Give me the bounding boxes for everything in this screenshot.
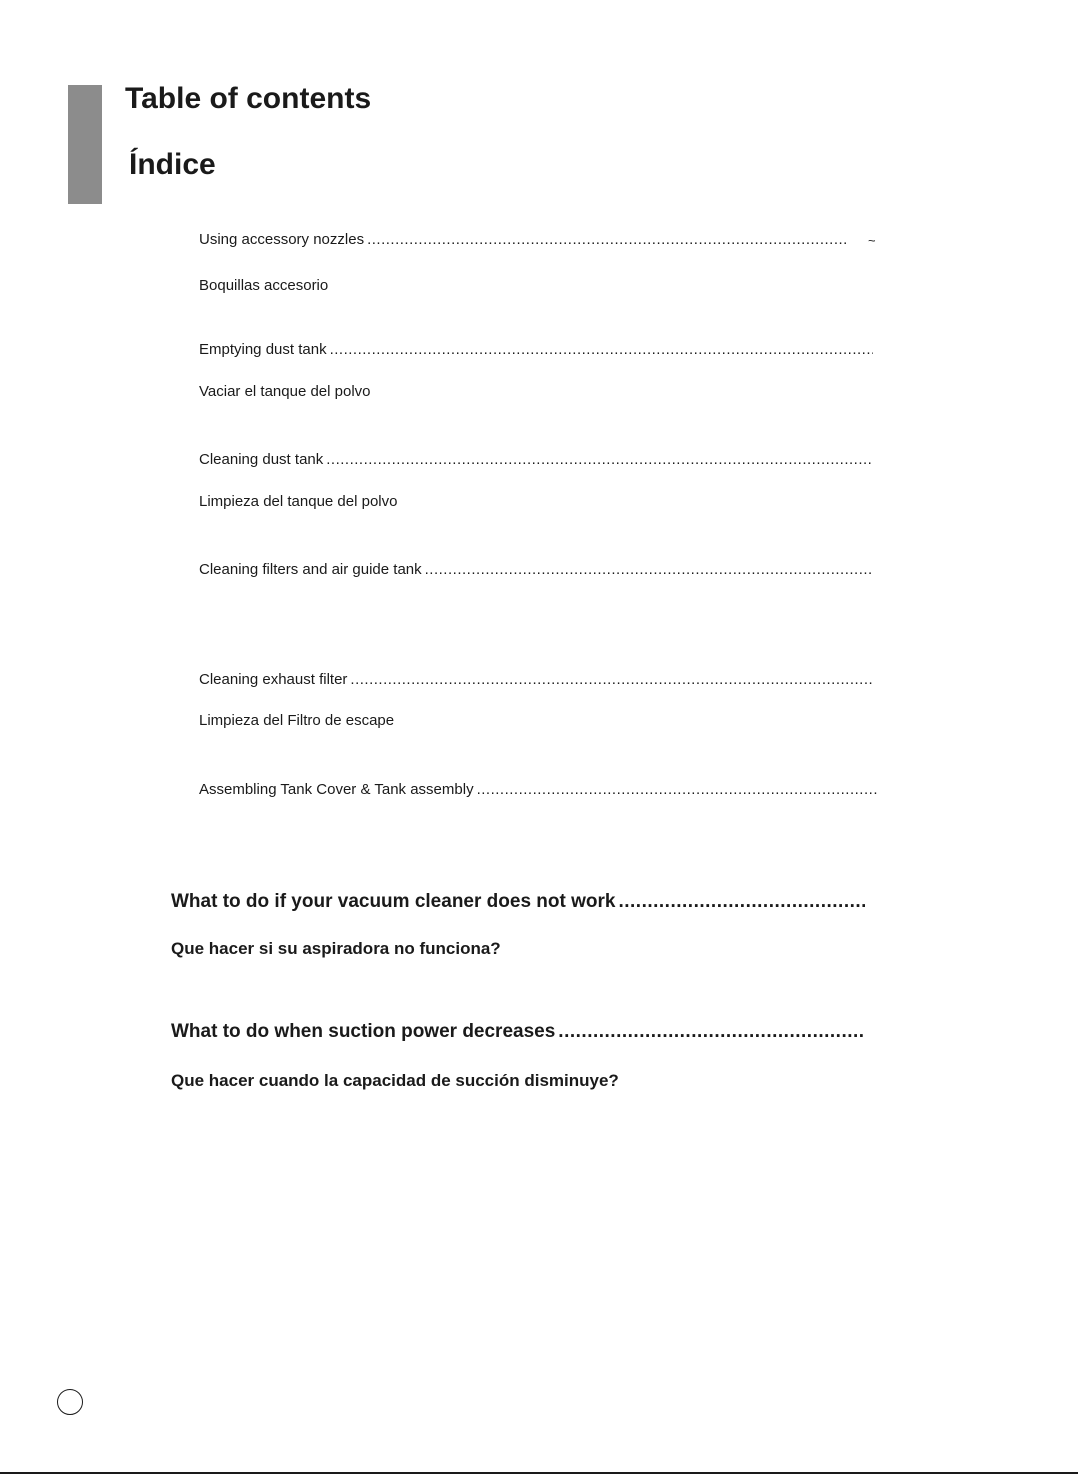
toc-entry-label: Emptying dust tank (199, 341, 327, 358)
toc-section-subtitle: Que hacer si su aspiradora no funciona? (171, 939, 501, 958)
dot-leader (367, 230, 847, 250)
page-range-marker: ~ (868, 233, 876, 248)
toc-section-entry[interactable] (171, 1020, 865, 1044)
dot-leader (350, 670, 873, 690)
dot-leader (618, 890, 865, 914)
toc-section-subtitle: Que hacer cuando la capacidad de succión disminuye? (171, 1071, 619, 1090)
toc-entry-subtitle: Limpieza del tanque del polvo (199, 493, 398, 510)
dot-leader (477, 780, 878, 800)
bottom-rule (0, 1472, 1078, 1474)
toc-entry[interactable] (199, 560, 873, 580)
page-title: Table of contents (125, 82, 372, 115)
section-marker-bar (68, 85, 102, 204)
toc-entry[interactable] (199, 670, 873, 690)
page-title-spanish: Índice (129, 148, 216, 181)
dot-leader (326, 450, 873, 470)
toc-section-entry[interactable] (171, 890, 865, 914)
dot-leader (425, 560, 873, 580)
toc-entry[interactable] (199, 450, 873, 470)
toc-section-label: What to do if your vacuum cleaner does not work (171, 891, 616, 912)
dot-leader (330, 340, 873, 360)
page-number-circle (57, 1389, 83, 1415)
toc-entry[interactable] (199, 780, 878, 800)
toc-entry-label: Cleaning dust tank (199, 451, 324, 468)
toc-entry-label: Cleaning filters and air guide tank (199, 561, 422, 578)
toc-entry-subtitle: Boquillas accesorio (199, 277, 329, 294)
toc-entry-label: Assembling Tank Cover & Tank assembly (199, 781, 474, 798)
toc-section-label: What to do when suction power decreases (171, 1021, 556, 1042)
toc-entry-subtitle: Limpieza del Filtro de escape (199, 712, 395, 729)
toc-entry-label: Using accessory nozzles (199, 231, 365, 248)
toc-entry[interactable] (199, 230, 847, 250)
toc-entry-subtitle: Vaciar el tanque del polvo (199, 383, 371, 400)
toc-entry[interactable] (199, 340, 873, 360)
toc-entry-label: Cleaning exhaust filter (199, 671, 348, 688)
dot-leader (558, 1020, 865, 1044)
